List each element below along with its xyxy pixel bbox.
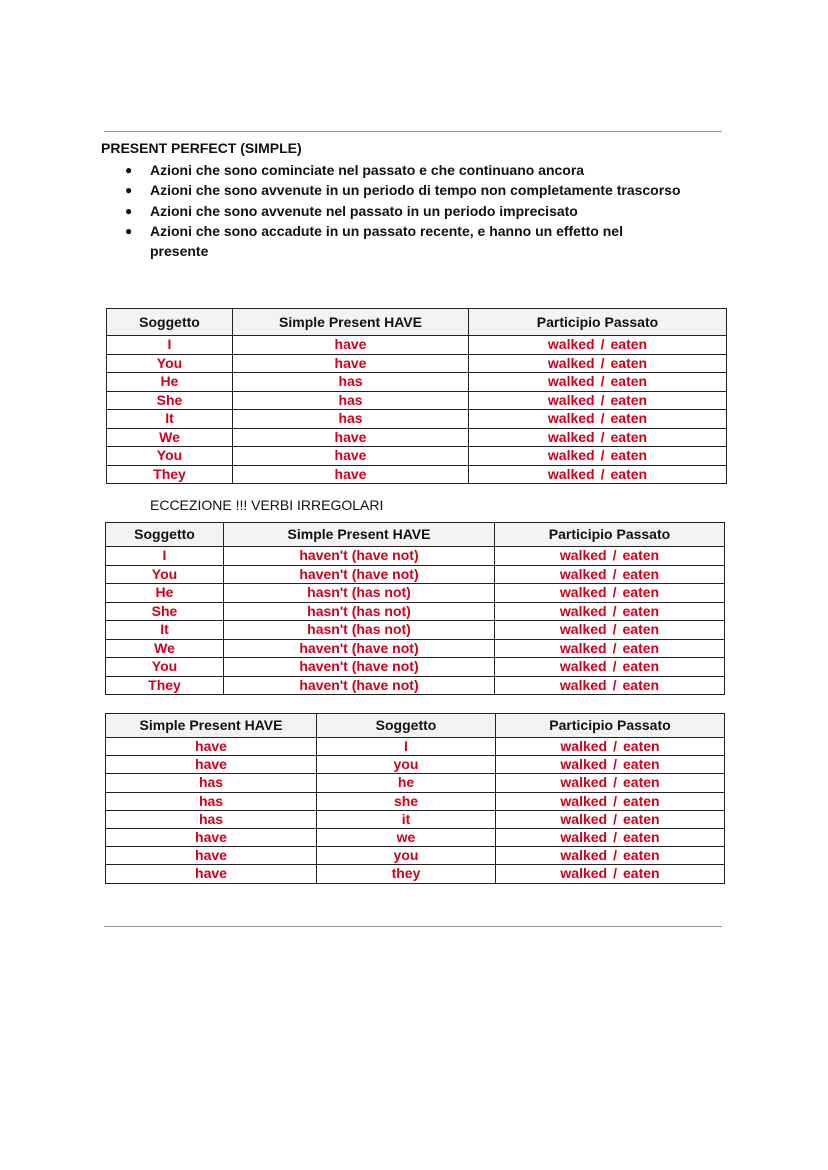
participle-irregular: eaten: [623, 865, 660, 882]
table-cell: They: [107, 465, 233, 484]
table-row: [106, 828, 725, 846]
slash-separator: /: [613, 829, 617, 846]
slash-separator: /: [612, 621, 617, 638]
table-cell: has: [106, 792, 317, 810]
participle-irregular: eaten: [622, 584, 660, 601]
slash-separator: /: [612, 547, 617, 564]
table-row: [107, 447, 727, 466]
table-cell: You: [107, 354, 233, 373]
usage-bullet-list: [102, 160, 682, 261]
table-cell: have: [106, 847, 317, 865]
table-cell: have: [233, 354, 469, 373]
participle-regular: walked: [559, 639, 607, 656]
table-row: [106, 565, 725, 584]
table-cell: has: [233, 391, 469, 410]
participle-irregular: eaten: [610, 447, 648, 464]
participle-regular: walked: [560, 829, 608, 846]
participle-cell: [496, 810, 725, 828]
table-body: [107, 336, 727, 484]
participle-cell: [469, 373, 727, 392]
participle-cell: [495, 621, 725, 640]
participle-cell: [495, 658, 725, 677]
table-row: [107, 354, 727, 373]
table-cell: They: [106, 676, 224, 695]
slash-separator: /: [600, 447, 605, 464]
participle-irregular: eaten: [610, 465, 648, 482]
slash-separator: /: [613, 865, 617, 882]
table-cell: hasn't (has not): [224, 584, 495, 603]
participle-irregular: eaten: [623, 792, 660, 809]
participle-cell: [495, 676, 725, 695]
table-cell: hasn't (has not): [224, 602, 495, 621]
table-row: [107, 391, 727, 410]
slash-separator: /: [612, 602, 617, 619]
table-cell: they: [317, 865, 496, 883]
table-cell: have: [233, 465, 469, 484]
slash-separator: /: [612, 676, 617, 693]
bullet-text: Azioni che sono accadute in un passato recente, e hanno un effetto nel presente: [150, 222, 623, 260]
negative-table: [105, 522, 725, 695]
table-cell: We: [106, 639, 224, 658]
slash-separator: /: [613, 792, 617, 809]
participle-irregular: eaten: [622, 602, 660, 619]
slash-separator: /: [613, 774, 617, 791]
participle-regular: walked: [547, 373, 595, 390]
table-cell: haven't (have not): [224, 676, 495, 695]
table-cell: She: [107, 391, 233, 410]
bullet-icon: ●: [125, 223, 133, 238]
page-title: PRESENT PERFECT (SIMPLE): [101, 140, 302, 156]
column-header: Soggetto: [107, 309, 233, 336]
participle-cell: [495, 639, 725, 658]
bullet-item: [102, 160, 682, 180]
top-divider: [104, 131, 722, 132]
column-header: Simple Present HAVE: [106, 714, 317, 738]
table-row: [106, 658, 725, 677]
table-cell: You: [107, 447, 233, 466]
table-row: [106, 792, 725, 810]
slash-separator: /: [600, 354, 605, 371]
participle-cell: [496, 774, 725, 792]
column-header: Simple Present HAVE: [224, 523, 495, 547]
participle-regular: walked: [560, 738, 608, 755]
participle-cell: [469, 336, 727, 355]
table-row: [106, 756, 725, 774]
participle-irregular: eaten: [610, 410, 648, 427]
bullet-item: [102, 180, 682, 200]
participle-irregular: eaten: [622, 676, 660, 693]
table-row: [107, 336, 727, 355]
participle-regular: walked: [547, 465, 595, 482]
participle-regular: walked: [547, 354, 595, 371]
participle-cell: [495, 602, 725, 621]
participle-irregular: eaten: [610, 428, 648, 445]
participle-regular: walked: [547, 447, 595, 464]
slash-separator: /: [613, 810, 617, 827]
table-cell: you: [317, 756, 496, 774]
participle-regular: walked: [560, 792, 608, 809]
table-row: [106, 639, 725, 658]
table-cell: has: [106, 810, 317, 828]
table-cell: have: [106, 865, 317, 883]
table-row: [106, 584, 725, 603]
participle-irregular: eaten: [623, 810, 660, 827]
slash-separator: /: [600, 428, 605, 445]
column-header: Participio Passato: [496, 714, 725, 738]
table-row: [106, 774, 725, 792]
slash-separator: /: [613, 738, 617, 755]
table-cell: You: [106, 565, 224, 584]
participle-irregular: eaten: [623, 774, 660, 791]
table-cell: have: [233, 336, 469, 355]
table-cell: We: [107, 428, 233, 447]
participle-cell: [496, 865, 725, 883]
table-cell: haven't (have not): [224, 547, 495, 566]
affirmative-table: [106, 308, 727, 484]
slash-separator: /: [612, 584, 617, 601]
table-cell: He: [106, 584, 224, 603]
participle-regular: walked: [547, 428, 595, 445]
table-cell: has: [233, 410, 469, 429]
table-cell: we: [317, 828, 496, 846]
table-cell: You: [106, 658, 224, 677]
bullet-icon: ●: [125, 203, 133, 218]
participle-regular: walked: [560, 847, 608, 864]
table-row: [106, 738, 725, 756]
participle-irregular: eaten: [623, 738, 660, 755]
table-cell: you: [317, 847, 496, 865]
participle-cell: [469, 410, 727, 429]
bullet-item: [102, 201, 682, 221]
participle-cell: [469, 391, 727, 410]
participle-regular: walked: [559, 621, 607, 638]
bullet-icon: ●: [125, 163, 133, 177]
participle-regular: walked: [547, 336, 595, 353]
slash-separator: /: [613, 847, 617, 864]
participle-cell: [496, 738, 725, 756]
participle-irregular: eaten: [610, 354, 648, 371]
table-cell: hasn't (has not): [224, 621, 495, 640]
participle-cell: [495, 565, 725, 584]
slash-separator: /: [612, 565, 617, 582]
participle-irregular: eaten: [622, 639, 660, 656]
table-cell: I: [106, 547, 224, 566]
column-header: Participio Passato: [495, 523, 725, 547]
table-cell: It: [107, 410, 233, 429]
table-cell: have: [233, 447, 469, 466]
column-header: Participio Passato: [469, 309, 727, 336]
participle-irregular: eaten: [610, 391, 648, 408]
participle-cell: [469, 447, 727, 466]
column-header: Simple Present HAVE: [233, 309, 469, 336]
table-cell: I: [317, 738, 496, 756]
participle-cell: [496, 828, 725, 846]
bullet-text: Azioni che sono avvenute in un periodo di tempo non completamente trascorso: [150, 182, 681, 199]
table-row: [106, 547, 725, 566]
participle-cell: [469, 354, 727, 373]
table-cell: have: [106, 738, 317, 756]
slash-separator: /: [612, 658, 617, 675]
participle-regular: walked: [560, 810, 608, 827]
table-row: [107, 465, 727, 484]
participle-regular: walked: [547, 410, 595, 427]
table-cell: I: [107, 336, 233, 355]
table-cell: haven't (have not): [224, 565, 495, 584]
table-body: [106, 547, 725, 695]
table-cell: haven't (have not): [224, 639, 495, 658]
bullet-text: Azioni che sono avvenute nel passato in un periodo imprecisato: [150, 202, 578, 219]
participle-irregular: eaten: [610, 336, 648, 353]
participle-irregular: eaten: [622, 658, 660, 675]
participle-cell: [496, 847, 725, 865]
participle-regular: walked: [547, 391, 595, 408]
exception-heading: ECCEZIONE !!! VERBI IRREGOLARI: [150, 497, 384, 513]
interrogative-table: [105, 713, 725, 884]
participle-regular: walked: [559, 584, 607, 601]
table-cell: have: [106, 828, 317, 846]
slash-separator: /: [600, 391, 605, 408]
table-row: [106, 847, 725, 865]
table-row: [107, 373, 727, 392]
table-body: [106, 738, 725, 884]
slash-separator: /: [600, 336, 605, 353]
bottom-divider: [104, 926, 722, 927]
participle-cell: [495, 547, 725, 566]
table-header-row: [106, 714, 725, 738]
column-header: Soggetto: [106, 523, 224, 547]
participle-irregular: eaten: [623, 756, 660, 773]
participle-cell: [469, 465, 727, 484]
participle-regular: walked: [559, 658, 607, 675]
table-header-row: [107, 309, 727, 336]
table-row: [106, 810, 725, 828]
slash-separator: /: [600, 373, 605, 390]
table-cell: has: [106, 774, 317, 792]
slash-separator: /: [600, 410, 605, 427]
table-row: [107, 410, 727, 429]
participle-regular: walked: [559, 676, 607, 693]
table-cell: have: [233, 428, 469, 447]
participle-regular: walked: [560, 756, 608, 773]
table-row: [106, 676, 725, 695]
bullet-item: [102, 221, 682, 262]
slash-separator: /: [613, 756, 617, 773]
column-header: Soggetto: [317, 714, 496, 738]
table-cell: He: [107, 373, 233, 392]
participle-irregular: eaten: [610, 373, 648, 390]
participle-cell: [495, 584, 725, 603]
table-cell: haven't (have not): [224, 658, 495, 677]
table-cell: She: [106, 602, 224, 621]
table-cell: It: [106, 621, 224, 640]
participle-cell: [469, 428, 727, 447]
participle-irregular: eaten: [622, 621, 660, 638]
table-cell: he: [317, 774, 496, 792]
participle-cell: [496, 792, 725, 810]
table-cell: it: [317, 810, 496, 828]
participle-regular: walked: [559, 602, 607, 619]
slash-separator: /: [612, 639, 617, 656]
table-row: [106, 602, 725, 621]
table-cell: has: [233, 373, 469, 392]
participle-irregular: eaten: [622, 565, 660, 582]
table-row: [107, 428, 727, 447]
bullet-icon: ●: [125, 183, 133, 198]
table-cell: she: [317, 792, 496, 810]
participle-irregular: eaten: [623, 847, 660, 864]
table-cell: have: [106, 756, 317, 774]
participle-regular: walked: [560, 774, 608, 791]
table-row: [106, 865, 725, 883]
participle-cell: [496, 756, 725, 774]
slash-separator: /: [600, 465, 605, 482]
participle-regular: walked: [559, 565, 607, 582]
table-row: [106, 621, 725, 640]
participle-regular: walked: [560, 865, 608, 882]
participle-irregular: eaten: [622, 547, 660, 564]
participle-regular: walked: [559, 547, 607, 564]
participle-irregular: eaten: [623, 829, 660, 846]
bullet-text: Azioni che sono cominciate nel passato e che continuano ancora: [150, 162, 585, 178]
table-header-row: [106, 523, 725, 547]
